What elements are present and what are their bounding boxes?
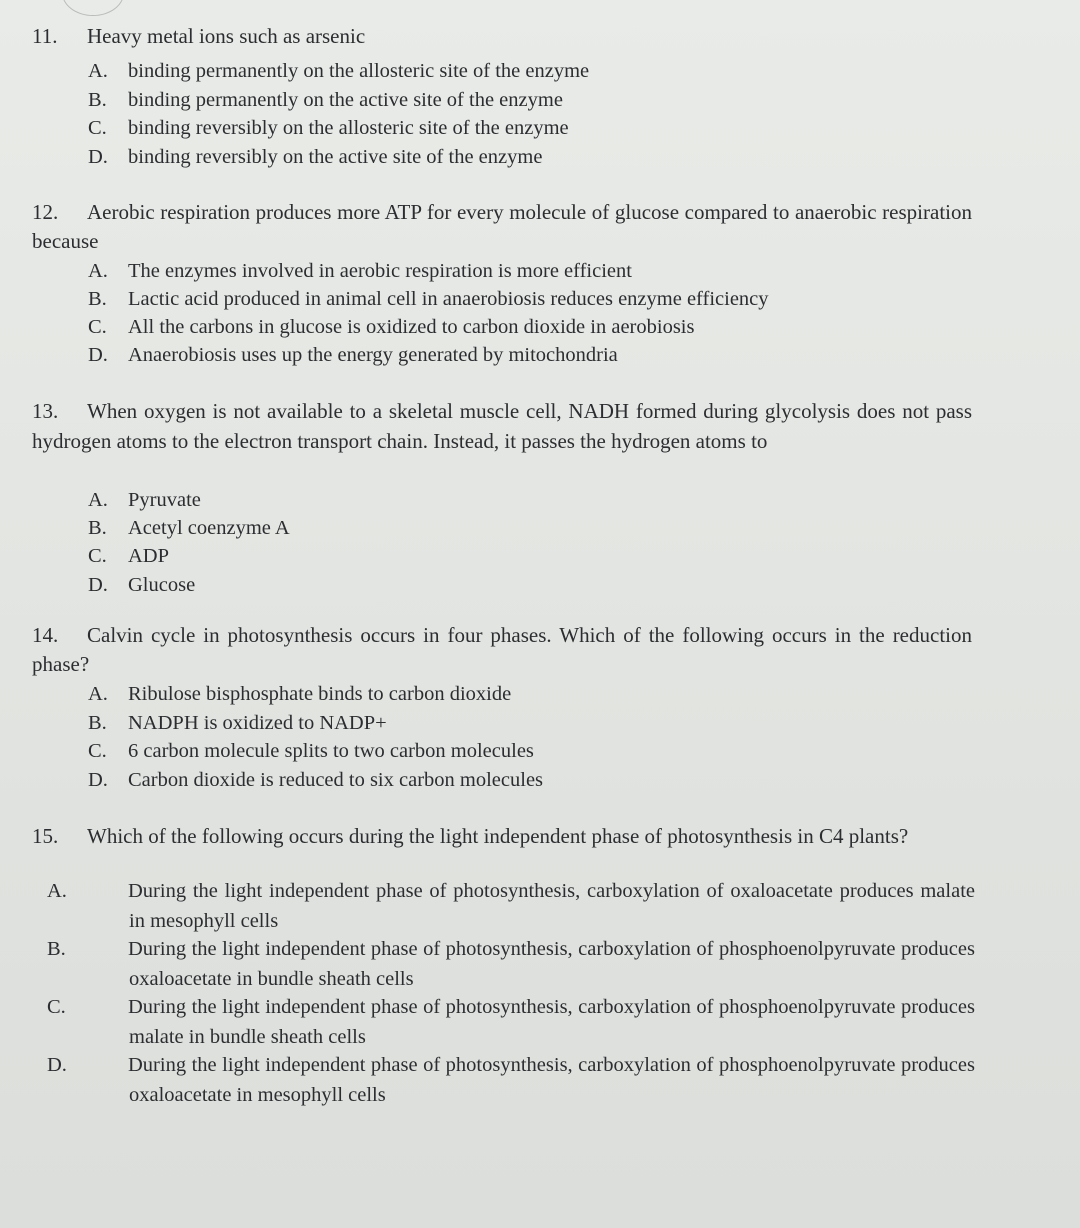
option-b bbox=[88, 514, 970, 542]
option-text: Glucose bbox=[128, 574, 196, 596]
option-text: During the light independent phase of photosynthesis, carboxylation of oxaloacetate produces malate in mesophyll cells bbox=[128, 880, 975, 932]
option-text: ADP bbox=[128, 545, 170, 567]
question-number: 15. bbox=[32, 824, 59, 848]
option-c bbox=[88, 737, 970, 765]
question-number: 12. bbox=[32, 200, 59, 224]
option-d bbox=[47, 1050, 975, 1110]
option-b bbox=[88, 86, 970, 114]
option-text: The enzymes involved in aerobic respiration is more efficient bbox=[128, 260, 632, 282]
question-text: Heavy metal ions such as arsenic bbox=[87, 24, 366, 48]
option-d bbox=[88, 143, 970, 171]
option-letter: B. bbox=[88, 89, 107, 111]
option-letter: C. bbox=[88, 316, 107, 338]
option-text: binding reversibly on the active site of the enzyme bbox=[128, 146, 543, 168]
question-number: 14. bbox=[32, 623, 59, 647]
question-number: 13. bbox=[32, 399, 59, 423]
question-number: 11. bbox=[32, 24, 58, 48]
option-a bbox=[88, 680, 970, 708]
option-b bbox=[47, 934, 975, 994]
option-a bbox=[47, 876, 975, 936]
option-letter: D. bbox=[88, 574, 108, 596]
option-c bbox=[88, 542, 970, 570]
option-c bbox=[47, 992, 975, 1052]
option-letter: D. bbox=[88, 769, 108, 791]
option-d bbox=[88, 571, 970, 599]
option-c bbox=[88, 114, 970, 142]
option-text: During the light independent phase of photosynthesis, carboxylation of phosphoenolpyruvate produces oxaloacetate in bundle sheath cells bbox=[128, 938, 975, 990]
option-letter: D. bbox=[88, 146, 108, 168]
option-text: Carbon dioxide is reduced to six carbon molecules bbox=[128, 769, 544, 791]
option-text: Ribulose bisphosphate binds to carbon dioxide bbox=[128, 683, 512, 705]
question-stem bbox=[32, 621, 972, 679]
option-letter: A. bbox=[88, 489, 108, 511]
option-a bbox=[88, 257, 970, 285]
option-b bbox=[88, 709, 970, 737]
question-stem bbox=[32, 22, 972, 51]
option-a bbox=[88, 486, 970, 514]
option-text: All the carbons in glucose is oxidized to carbon dioxide in aerobiosis bbox=[128, 316, 695, 338]
option-text: Lactic acid produced in animal cell in anaerobiosis reduces enzyme efficiency bbox=[128, 288, 769, 310]
option-text: binding permanently on the allosteric site of the enzyme bbox=[128, 60, 590, 82]
option-text: 6 carbon molecule splits to two carbon molecules bbox=[128, 740, 534, 762]
option-letter: A. bbox=[88, 683, 108, 705]
option-a bbox=[88, 57, 970, 85]
option-letter: A. bbox=[88, 260, 108, 282]
option-text: Anaerobiosis uses up the energy generated by mitochondria bbox=[128, 344, 618, 366]
question-text: Aerobic respiration produces more ATP for every molecule of glucose compared to anaerobic respiration because bbox=[32, 200, 972, 253]
option-letter: B. bbox=[88, 288, 107, 310]
option-text: NADPH is oxidized to NADP+ bbox=[128, 712, 387, 734]
option-letter: A. bbox=[88, 60, 108, 82]
option-text: Pyruvate bbox=[128, 489, 201, 511]
option-letter: B. bbox=[88, 712, 107, 734]
question-stem bbox=[32, 198, 972, 256]
option-letter: B. bbox=[88, 517, 107, 539]
option-letter: C. bbox=[88, 117, 107, 139]
option-text: binding reversibly on the allosteric site of the enzyme bbox=[128, 117, 569, 139]
option-letter: A. bbox=[47, 880, 67, 902]
option-letter: C. bbox=[47, 996, 66, 1018]
option-letter: B. bbox=[47, 938, 66, 960]
question-text: When oxygen is not available to a skeletal muscle cell, NADH formed during glycolysis does not pass hydrogen atoms to the electron transport chain. Instead, it passes the hydrogen atoms to bbox=[32, 399, 972, 453]
option-text: During the light independent phase of photosynthesis, carboxylation of phosphoenolpyruvate produces oxaloacetate in mesophyll cells bbox=[128, 1054, 975, 1106]
option-d bbox=[88, 766, 970, 794]
question-stem bbox=[32, 821, 972, 852]
option-text: During the light independent phase of photosynthesis, carboxylation of phosphoenolpyruvate produces malate in bundle sheath cells bbox=[128, 996, 975, 1048]
option-letter: D. bbox=[47, 1054, 67, 1076]
option-text: binding permanently on the active site of the enzyme bbox=[128, 89, 563, 111]
option-d bbox=[88, 341, 970, 369]
option-letter: C. bbox=[88, 740, 107, 762]
question-stem bbox=[32, 396, 972, 456]
option-letter: C. bbox=[88, 545, 107, 567]
option-b bbox=[88, 285, 970, 313]
question-text: Calvin cycle in photosynthesis occurs in four phases. Which of the following occurs in the reduction phase? bbox=[32, 623, 972, 676]
question-text: Which of the following occurs during the light independent phase of photosynthesis in C4 plants? bbox=[87, 824, 909, 848]
option-text: Acetyl coenzyme A bbox=[128, 517, 290, 539]
option-c bbox=[88, 313, 970, 341]
punch-hole-mark bbox=[62, 0, 124, 16]
option-letter: D. bbox=[88, 344, 108, 366]
